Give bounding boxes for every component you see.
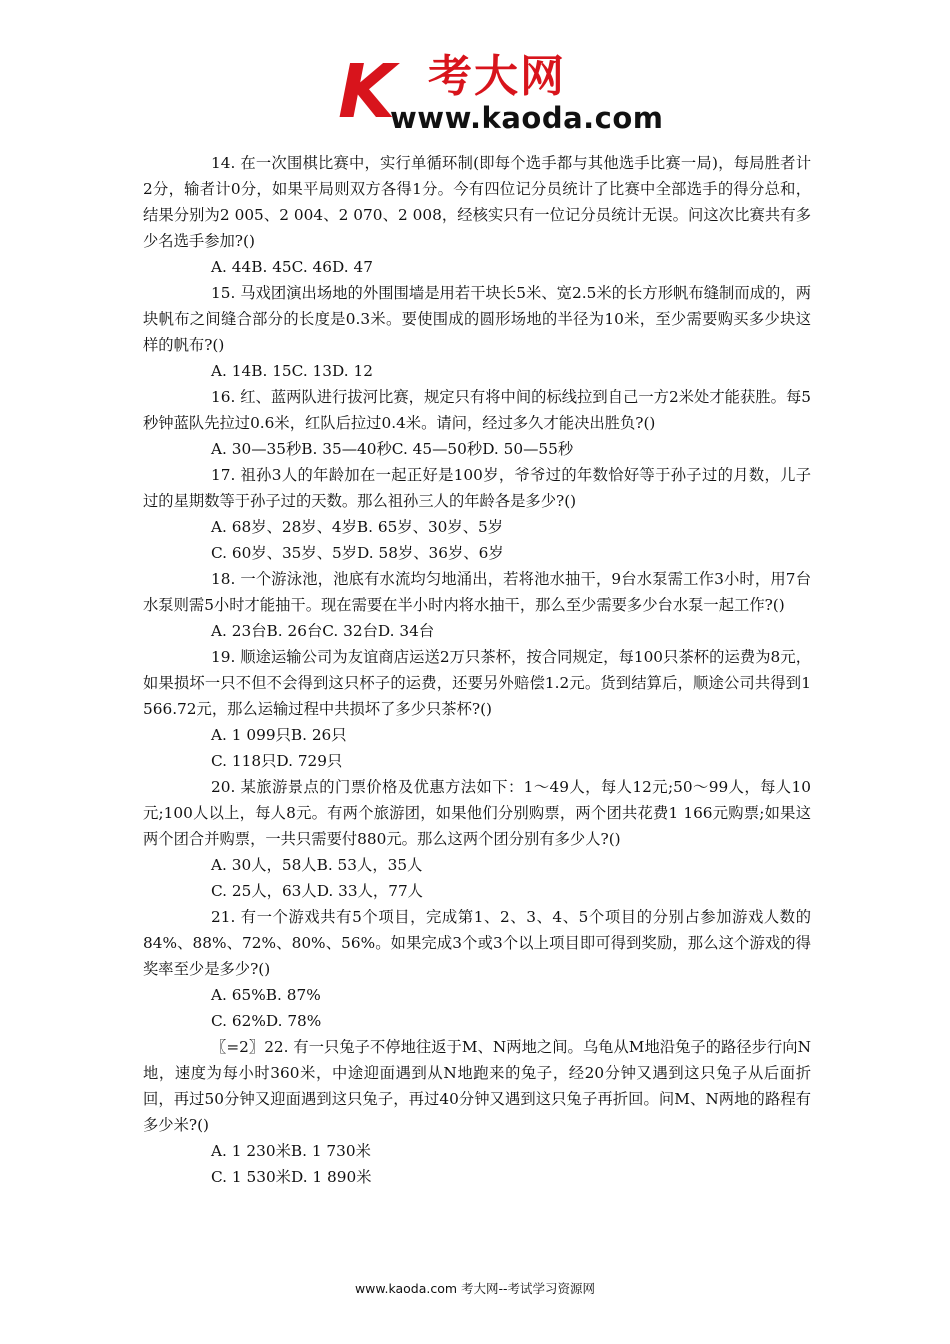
question-options: C. 60岁、35岁、5岁D. 58岁、36岁、6岁 <box>211 544 504 562</box>
question-options: A. 30人，58人B. 53人，35人 <box>211 856 423 874</box>
question-options: C. 62%D. 78% <box>211 1012 322 1030</box>
question-19 <box>143 644 811 774</box>
question-options: A. 68岁、28岁、4岁B. 65岁、30岁、5岁 <box>211 518 504 536</box>
question-16 <box>143 384 811 462</box>
question-21 <box>143 904 811 1034</box>
question-text: 18. 一个游泳池，池底有水流均匀地涌出，若将池水抽干，9台水泵需工作3小时，用7台水泵则需5小时才能抽干。现在需要在半小时内将水抽干，那么至少需要多少台水泵一起工作?() <box>143 570 811 614</box>
question-options: A. 1 099只B. 26只 <box>211 726 347 744</box>
site-logo <box>338 49 664 140</box>
question-text: 14. 在一次围棋比赛中，实行单循环制(即每个选手都与其他选手比赛一局)，每局胜者计2分，输者计0分，如果平局则双方各得1分。今有四位记分员统计了比赛中全部选手的得分总和，结果分别为2 005、2 004、2 070、2 008，经核实只有一位记分员统计无误。问这次比赛共有多少名选手参加?() <box>143 154 811 250</box>
question-15 <box>143 280 811 384</box>
question-22 <box>143 1034 811 1190</box>
logo-k-mark: K <box>338 49 396 135</box>
logo-url: www.kaoda.com <box>390 101 664 135</box>
question-list <box>143 150 811 1190</box>
question-options: A. 23台B. 26台C. 32台D. 34台 <box>211 622 435 640</box>
question-text: 15. 马戏团演出场地的外围围墙是用若干块长5米、宽2.5米的长方形帆布缝制而成的，两块帆布之间缝合部分的长度是0.3米。要使围成的圆形场地的半径为10米，至少需要购买多少块这样的帆布?() <box>143 284 811 354</box>
question-options: C. 25人，63人D. 33人，77人 <box>211 882 423 900</box>
question-options: A. 30—35秒B. 35—40秒C. 45—50秒D. 50—55秒 <box>211 440 574 458</box>
question-options: C. 118只D. 729只 <box>211 752 343 770</box>
page-footer: www.kaoda.com 考大网--考试学习资源网 <box>354 1281 596 1296</box>
question-options: A. 44B. 45C. 46D. 47 <box>211 258 373 276</box>
question-options: C. 1 530米D. 1 890米 <box>211 1168 372 1186</box>
question-text: 17. 祖孙3人的年龄加在一起正好是100岁，爷爷过的年数恰好等于孙子过的月数，儿子过的星期数等于孙子过的天数。那么祖孙三人的年龄各是多少?() <box>143 466 811 510</box>
question-18 <box>143 566 811 644</box>
question-14 <box>143 150 811 280</box>
question-text: 20. 某旅游景点的门票价格及优惠方法如下：1～49人，每人12元;50～99人，每人10元;100人以上，每人8元。有两个旅游团，如果他们分别购票，两个团共花费1 166元购票;如果这两个团合并购票，一共只需要付880元。那么这两个团分别有多少人?() <box>143 778 811 848</box>
question-options: A. 65%B. 87% <box>211 986 321 1004</box>
logo-brand-name: 考大网 <box>428 51 566 102</box>
question-20 <box>143 774 811 904</box>
question-text: 16. 红、蓝两队进行拔河比赛，规定只有将中间的标线拉到自己一方2米处才能获胜。每5秒钟蓝队先拉过0.6米，红队后拉过0.4米。请问，经过多久才能决出胜负?() <box>143 388 811 432</box>
question-text: 19. 顺途运输公司为友谊商店运送2万只茶杯，按合同规定，每100只茶杯的运费为8元，如果损坏一只不但不会得到这只杯子的运费，还要另外赔偿1.2元。货到结算后，顺途公司共得到1 566.72元，那么运输过程中共损坏了多少只茶杯?() <box>143 648 811 718</box>
question-text: 〖=2〗22. 有一只兔子不停地往返于M、N两地之间。乌龟从M地沿兔子的路径步行向N地，速度为每小时360米，中途迎面遇到从N地跑来的兔子，经20分钟又遇到这只兔子从后面折回，再过50分钟又迎面遇到这只兔子，再过40分钟又遇到这只兔子再折回。问M、N两地的路程有多少米?() <box>143 1038 811 1134</box>
question-options: A. 14B. 15C. 13D. 12 <box>211 362 373 380</box>
question-17 <box>143 462 811 566</box>
question-text: 21. 有一个游戏共有5个项目，完成第1、2、3、4、5个项目的分别占参加游戏人数的84%、88%、72%、80%、56%。如果完成3个或3个以上项目即可得到奖励，那么这个游戏的得奖率至少是多少?() <box>143 908 811 978</box>
question-options: A. 1 230米B. 1 730米 <box>211 1142 371 1160</box>
